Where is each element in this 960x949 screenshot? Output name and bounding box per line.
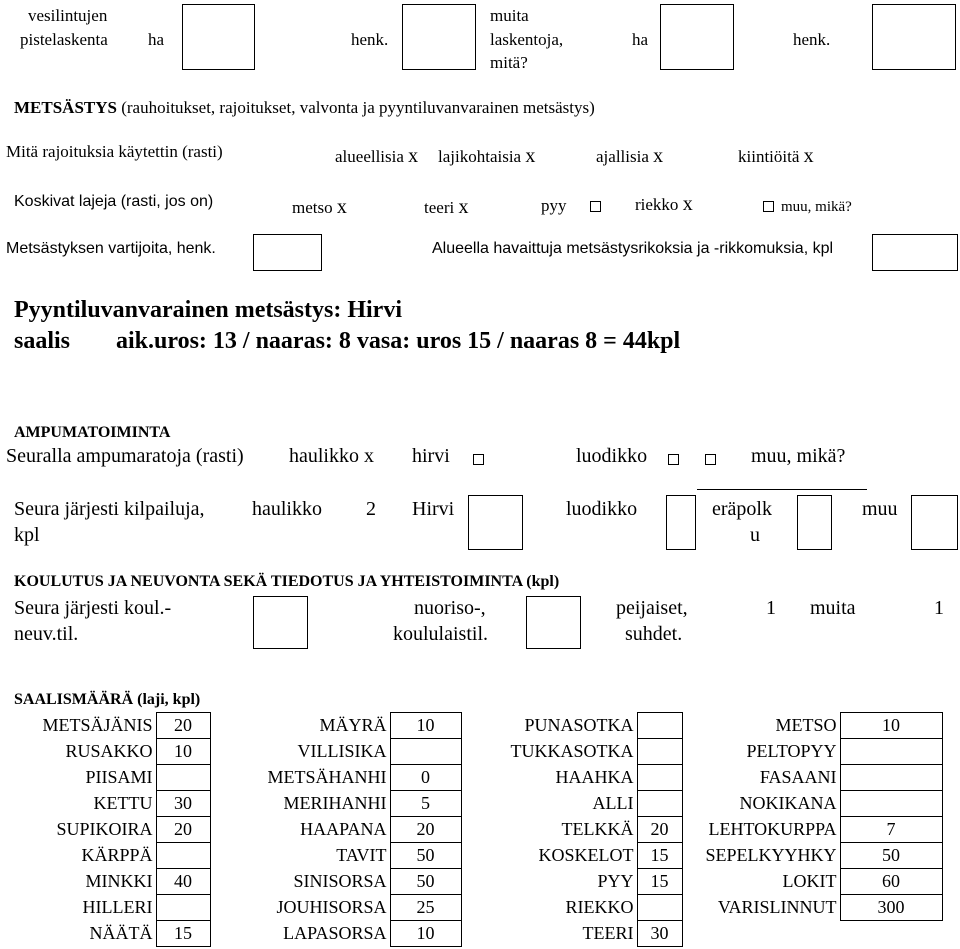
unit-henk: henk.: [351, 30, 389, 49]
species-metso: metso x: [292, 196, 347, 218]
species-name: RUSAKKO: [65, 741, 153, 761]
species-name: JOUHISORSA: [276, 897, 387, 917]
wardens-field[interactable]: [253, 234, 322, 271]
species-name: KETTU: [93, 793, 153, 813]
feast-value: 1: [766, 597, 776, 619]
unit-ha: ha: [148, 30, 165, 49]
other-species-checkbox[interactable]: [763, 201, 774, 212]
youth-label-2: koululaistil.: [393, 623, 488, 645]
species-name: METSÄHANHI: [267, 767, 387, 787]
range-shotgun: haulikko x: [289, 445, 374, 467]
species-count[interactable]: 50: [840, 843, 942, 869]
restrictions-label: Mitä rajoituksia käytettin (rasti): [6, 142, 223, 161]
range-rifle: luodikko: [576, 445, 648, 467]
species-name: LAPASORSA: [283, 923, 387, 943]
restriction-regional: alueellisia x: [335, 145, 419, 167]
species-count[interactable]: 30: [156, 791, 210, 817]
other-counts-label: muita: [490, 6, 529, 25]
species-name: TELKKÄ: [561, 819, 634, 839]
feast-label: peijaiset,: [616, 597, 688, 619]
range-other-label: muu, mikä?: [751, 445, 846, 467]
species-count[interactable]: [637, 739, 682, 765]
comp-shotgun-value: 2: [366, 498, 376, 520]
comp-moose-label: Hirvi: [412, 498, 455, 520]
restriction-species: lajikohtaisia x: [438, 145, 536, 167]
table-row: [4, 765, 942, 791]
species-count[interactable]: [637, 791, 682, 817]
species-count[interactable]: [840, 765, 942, 791]
species-count[interactable]: 25: [390, 895, 461, 921]
species-count[interactable]: [840, 739, 942, 765]
courses-label-2: neuv.til.: [14, 623, 79, 645]
species-name: METSÄJÄNIS: [42, 715, 153, 735]
offences-label: Alueella havaittuja metsästysrikoksia ja -rikkomuksia, kpl: [432, 240, 834, 257]
species-name: KOSKELOT: [538, 845, 634, 865]
species-name: NÄÄTÄ: [89, 923, 153, 943]
comp-rifle-field[interactable]: [666, 495, 696, 550]
table-row: [4, 921, 942, 947]
range-moose-checkbox[interactable]: [473, 454, 484, 465]
species-count[interactable]: 20: [390, 817, 461, 843]
bird-count-ha-field[interactable]: [182, 4, 255, 70]
species-name: ALLI: [592, 793, 634, 813]
species-count[interactable]: [156, 843, 210, 869]
species-name: VILLISIKA: [297, 741, 387, 761]
species-name: SINISORSA: [293, 871, 387, 891]
species-name: MINKKI: [85, 871, 153, 891]
species-count[interactable]: [840, 921, 942, 947]
restriction-temporal: ajallisia x: [596, 145, 664, 167]
species-count[interactable]: [637, 765, 682, 791]
species-count[interactable]: [637, 713, 682, 739]
species-count[interactable]: 20: [637, 817, 682, 843]
species-name: TEERI: [582, 923, 634, 943]
comp-other-label: muu: [862, 498, 898, 520]
catch-table: [4, 712, 943, 947]
species-name: [682, 921, 840, 947]
other-species-label: muu, mikä?: [781, 199, 852, 215]
training-title: KOULUTUS JA NEUVONTA SEKÄ TIEDOTUS JA YHTEISTOIMINTA (kpl): [14, 573, 560, 590]
unit-ha-2: ha: [632, 30, 649, 49]
permit-title: Pyyntiluvanvarainen metsästys: Hirvi: [14, 297, 402, 323]
species-name: HAAHKA: [555, 767, 634, 787]
species-count[interactable]: 40: [156, 869, 210, 895]
species-name: FASAANI: [759, 767, 837, 787]
species-name: LOKIT: [782, 871, 837, 891]
species-pyy: pyy: [541, 196, 567, 215]
species-count[interactable]: 0: [390, 765, 461, 791]
others-label: muita: [810, 597, 856, 619]
competitions-label-2: kpl: [14, 524, 40, 546]
courses-label: Seura järjesti koul.-: [14, 597, 172, 619]
species-name: LEHTOKURPPA: [708, 819, 837, 839]
table-row: [4, 817, 942, 843]
range-rifle-checkbox[interactable]: [668, 454, 679, 465]
unit-henk-2: henk.: [793, 30, 831, 49]
comp-rifle-label: luodikko: [566, 498, 638, 520]
species-name: KÄRPPÄ: [81, 845, 153, 865]
species-count[interactable]: 10: [390, 921, 461, 947]
species-name: HAAPANA: [300, 819, 387, 839]
table-row: [4, 895, 942, 921]
species-name: SUPIKOIRA: [56, 819, 153, 839]
competitions-label: Seura järjesti kilpailuja,: [14, 498, 205, 520]
species-count[interactable]: 10: [840, 713, 942, 739]
species-name: MERIHANHI: [283, 793, 387, 813]
species-count[interactable]: 15: [637, 869, 682, 895]
permit-catch-label: saalis: [14, 328, 71, 354]
bird-count-label-2: pistelaskenta: [20, 30, 108, 49]
catch-title: SAALISMÄÄRÄ (laji, kpl): [14, 691, 201, 708]
youth-field[interactable]: [526, 596, 581, 649]
species-count[interactable]: 15: [156, 921, 210, 947]
species-riekko: riekko x: [635, 193, 693, 215]
table-row: [4, 739, 942, 765]
range-other-line: [697, 489, 867, 490]
species-count[interactable]: [840, 791, 942, 817]
bird-count-label: vesilintujen: [28, 6, 108, 25]
species-name: PUNASOTKA: [524, 715, 634, 735]
comp-other-field[interactable]: [911, 495, 958, 550]
youth-label: nuoriso-,: [414, 597, 486, 619]
species-name: VARISLINNUT: [717, 897, 837, 917]
hunting-heading: METSÄSTYS (rauhoitukset, rajoitukset, valvonta ja pyyntiluvanvarainen metsästys): [14, 98, 595, 117]
comp-shotgun-label: haulikko: [252, 498, 322, 520]
species-count[interactable]: 60: [840, 869, 942, 895]
species-count[interactable]: 30: [637, 921, 682, 947]
other-counts-ha-field[interactable]: [660, 4, 734, 70]
species-name: TAVIT: [336, 845, 387, 865]
restriction-quota: kiintiöitä x: [738, 145, 814, 167]
table-row: [4, 791, 942, 817]
species-count[interactable]: 20: [156, 817, 210, 843]
courses-field[interactable]: [253, 596, 308, 649]
species-name: PELTOPYY: [746, 741, 837, 761]
permit-catch-value: aik.uros: 13 / naaras: 8 vasa: uros 15 / naaras 8 = 44kpl: [116, 328, 681, 354]
range-other-checkbox[interactable]: [705, 454, 716, 465]
shooting-title: AMPUMATOIMINTA: [14, 424, 171, 441]
species-count[interactable]: [390, 739, 461, 765]
comp-hunt-label-2: u: [750, 524, 760, 546]
comp-hunt-field[interactable]: [797, 495, 832, 550]
species-count[interactable]: 5: [390, 791, 461, 817]
species-count[interactable]: [156, 895, 210, 921]
other-counts-label-2: laskentoja,: [490, 30, 564, 49]
species-count[interactable]: 10: [156, 739, 210, 765]
bird-count-henk-field[interactable]: [402, 4, 476, 70]
species-count[interactable]: 15: [637, 843, 682, 869]
table-row: [4, 713, 942, 739]
range-moose: hirvi: [412, 445, 450, 467]
species-name: NOKIKANA: [739, 793, 837, 813]
others-value: 1: [934, 597, 944, 619]
species-count[interactable]: [156, 765, 210, 791]
species-count[interactable]: 50: [390, 843, 461, 869]
species-name: PIISAMI: [85, 767, 153, 787]
species-name: TUKKASOTKA: [510, 741, 634, 761]
species-name: PYY: [597, 871, 634, 891]
species-question: Koskivat lajeja (rasti, jos on): [14, 193, 214, 210]
species-name: METSO: [775, 715, 837, 735]
species-name: RIEKKO: [565, 897, 634, 917]
other-counts-label-3: mitä?: [490, 53, 528, 72]
species-name: MÄYRÄ: [319, 715, 387, 735]
ranges-label: Seuralla ampumaratoja (rasti): [6, 445, 244, 467]
species-count[interactable]: 7: [840, 817, 942, 843]
species-count[interactable]: 300: [840, 895, 942, 921]
comp-hunt-label: eräpolk: [712, 498, 772, 520]
species-count[interactable]: 50: [390, 869, 461, 895]
species-count[interactable]: 10: [390, 713, 461, 739]
species-name: SEPELKYYHKY: [705, 845, 837, 865]
other-counts-henk-field[interactable]: [872, 4, 956, 70]
table-row: [4, 843, 942, 869]
comp-moose-field[interactable]: [468, 495, 523, 550]
table-row: [4, 869, 942, 895]
species-teeri: teeri x: [424, 196, 469, 218]
species-count[interactable]: [637, 895, 682, 921]
pyy-checkbox[interactable]: [590, 201, 601, 212]
species-name: HILLERI: [82, 897, 153, 917]
offences-field[interactable]: [872, 234, 958, 271]
wardens-label: Metsästyksen vartijoita, henk.: [6, 240, 216, 257]
species-count[interactable]: 20: [156, 713, 210, 739]
feast-label-2: suhdet.: [625, 623, 683, 645]
